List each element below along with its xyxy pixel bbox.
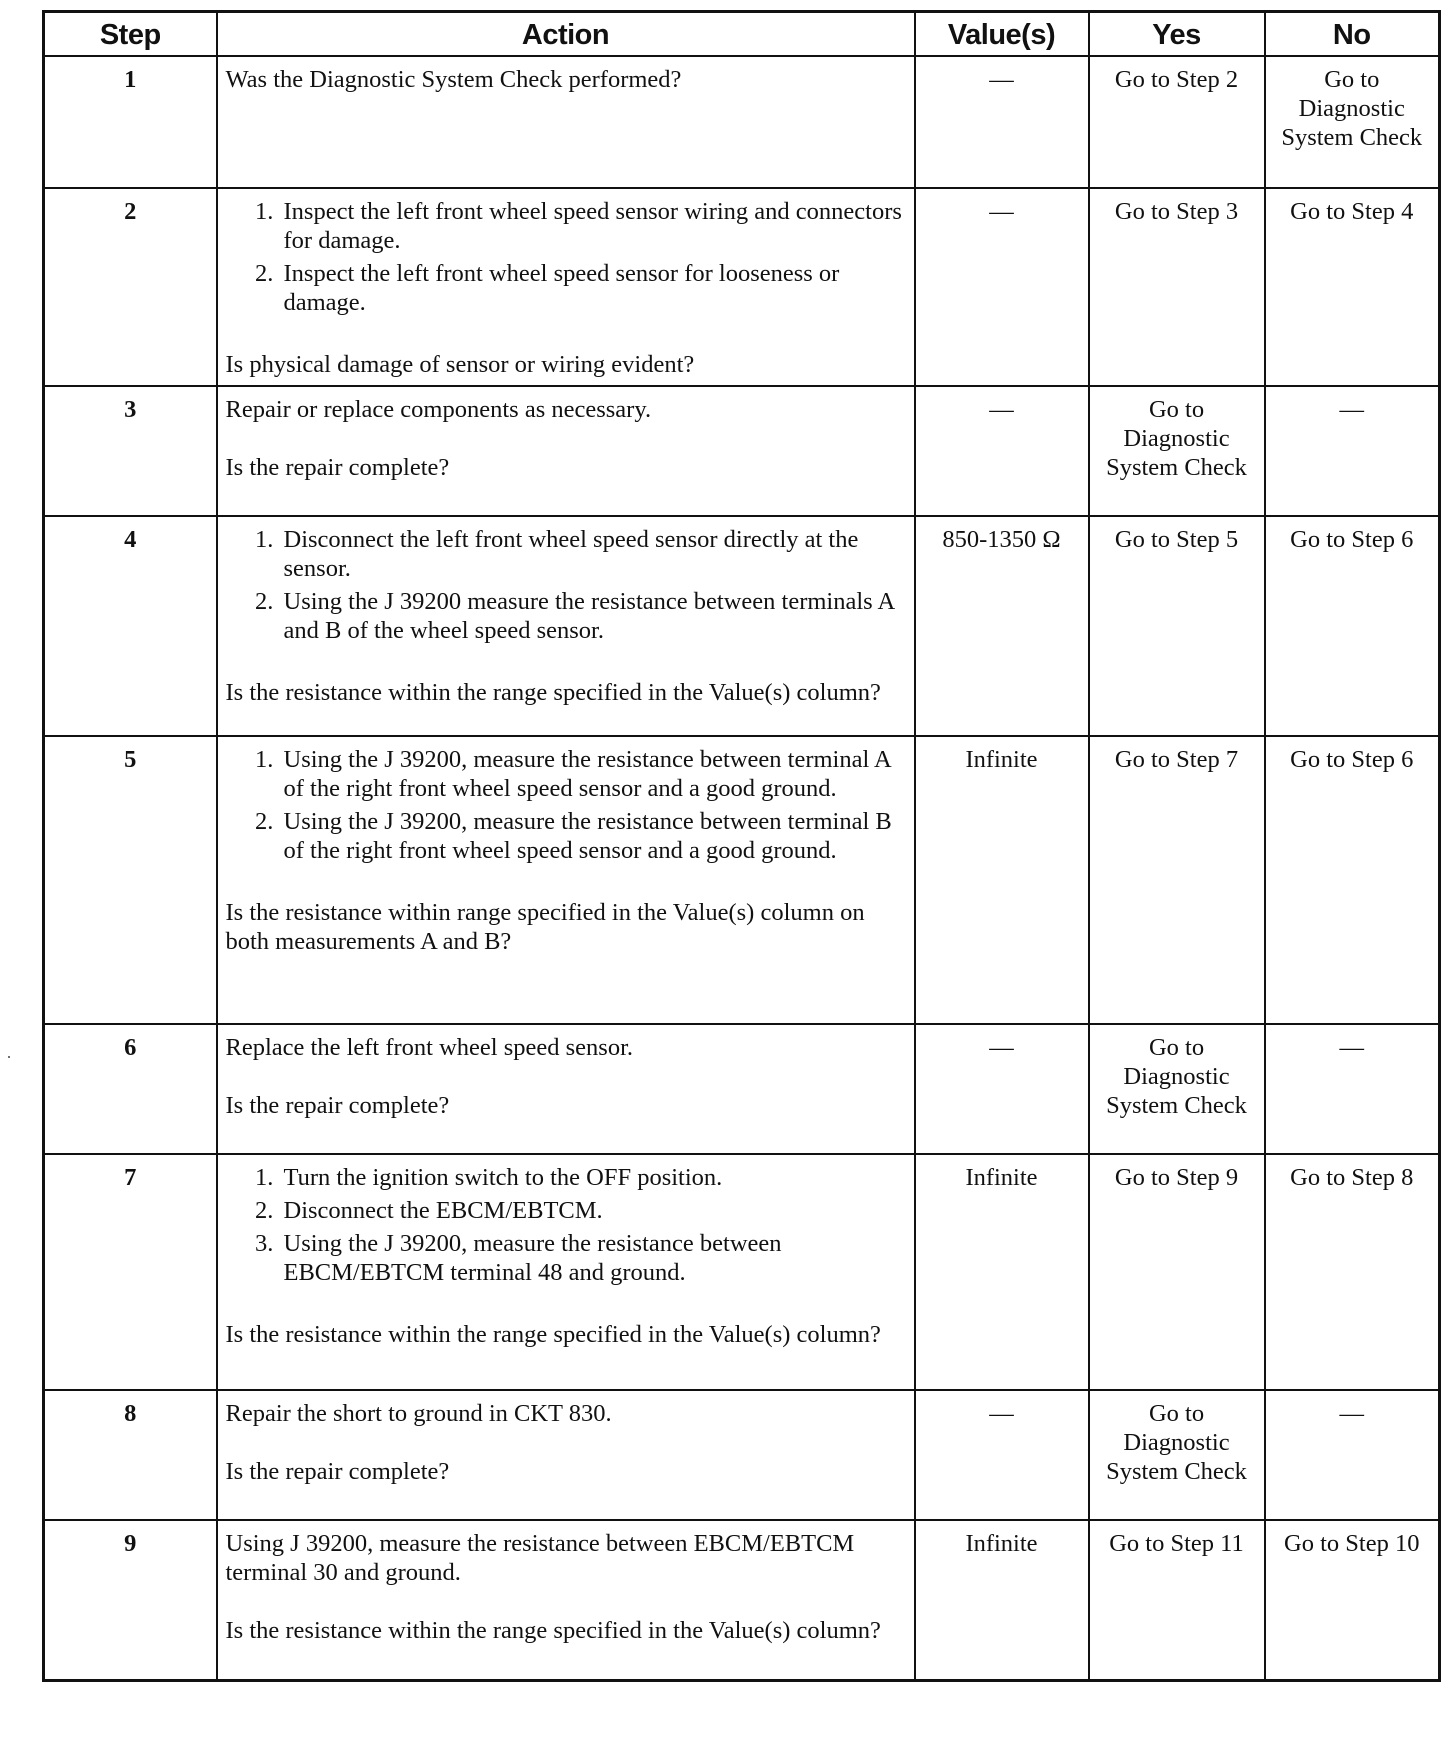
value-cell: — — [915, 386, 1089, 516]
yes-cell: Go to Step 7 — [1089, 736, 1265, 1024]
action-cell — [217, 1390, 915, 1520]
spacer — [226, 424, 906, 453]
step-number: 4 — [44, 516, 217, 736]
table-body — [44, 56, 1440, 1680]
table-row — [44, 736, 1440, 1024]
action-substep: 1. Turn the ignition switch to the OFF position. — [280, 1163, 906, 1192]
action-question: Is physical damage of sensor or wiring evident? — [225, 351, 695, 378]
no-cell: Go to Step 6 — [1265, 736, 1440, 1024]
action-substeps — [226, 525, 906, 645]
header-no: No — [1265, 12, 1440, 57]
action-cell — [217, 1024, 915, 1154]
value-cell: Infinite — [915, 1154, 1089, 1390]
step-number: 8 — [44, 1390, 217, 1520]
table-row — [44, 1154, 1440, 1390]
yes-cell: Go to Step 9 — [1089, 1154, 1265, 1390]
no-cell: — — [1265, 386, 1440, 516]
table-row — [44, 1024, 1440, 1154]
header-action: Action — [217, 12, 915, 57]
yes-cell: Go to Diagnostic System Check — [1089, 1390, 1265, 1520]
spacer — [226, 1062, 906, 1091]
action-intro: Repair the short to ground in CKT 830. — [225, 1400, 612, 1427]
action-substep: 1. Using the J 39200, measure the resistance between terminal A of the right front wheel speed sensor and a good ground. — [280, 745, 906, 803]
action-question: Is the repair complete? — [225, 454, 450, 481]
spacer — [226, 1428, 906, 1457]
no-cell: — — [1265, 1024, 1440, 1154]
action-question: Is the resistance within the range specified in the Value(s) column? — [225, 679, 881, 706]
value-cell: — — [915, 1024, 1089, 1154]
no-cell: Go to Diagnostic System Check — [1265, 56, 1440, 188]
table-row — [44, 386, 1440, 516]
yes-cell: Go to Diagnostic System Check — [1089, 386, 1265, 516]
no-cell: Go to Step 6 — [1265, 516, 1440, 736]
action-substeps — [226, 745, 906, 865]
value-cell: — — [915, 56, 1089, 188]
action-question: Is the resistance within range specified in the Value(s) column on both measurements A and B? — [225, 899, 865, 955]
step-number: 3 — [44, 386, 217, 516]
yes-cell: Go to Diagnostic System Check — [1089, 1024, 1265, 1154]
action-substeps — [226, 1163, 906, 1287]
action-cell — [217, 1520, 915, 1680]
action-substep: 1. Disconnect the left front wheel speed sensor directly at the sensor. — [280, 525, 906, 583]
step-number: 9 — [44, 1520, 217, 1680]
action-cell — [217, 736, 915, 1024]
header-value: Value(s) — [915, 12, 1089, 57]
value-cell: — — [915, 188, 1089, 386]
spacer — [226, 649, 906, 678]
yes-cell: Go to Step 3 — [1089, 188, 1265, 386]
no-cell: Go to Step 4 — [1265, 188, 1440, 386]
spacer — [226, 869, 906, 898]
diagnostic-table — [42, 10, 1441, 1682]
value-cell: — — [915, 1390, 1089, 1520]
action-intro: Repair or replace components as necessary. — [225, 396, 652, 423]
table-header-row — [44, 12, 1440, 57]
step-number: 5 — [44, 736, 217, 1024]
table-row — [44, 1520, 1440, 1680]
action-question: Is the repair complete? — [225, 1092, 450, 1119]
step-number: 2 — [44, 188, 217, 386]
header-step: Step — [44, 12, 217, 57]
table-row — [44, 1390, 1440, 1520]
action-substep: 2. Using the J 39200 measure the resistance between terminals A and B of the wheel speed sensor. — [280, 587, 906, 645]
no-cell: Go to Step 10 — [1265, 1520, 1440, 1680]
table-row — [44, 56, 1440, 188]
action-cell — [217, 1154, 915, 1390]
action-substep: 1. Inspect the left front wheel speed sensor wiring and connectors for damage. — [280, 197, 906, 255]
action-intro: Using J 39200, measure the resistance between EBCM/EBTCM terminal 30 and ground. — [225, 1530, 855, 1586]
action-question: Is the repair complete? — [225, 1458, 450, 1485]
diagnostic-table-page — [42, 10, 1438, 1682]
action-intro: Was the Diagnostic System Check performed? — [225, 66, 682, 93]
action-substeps — [226, 197, 906, 317]
spacer — [226, 1587, 906, 1616]
no-cell: Go to Step 8 — [1265, 1154, 1440, 1390]
value-cell: Infinite — [915, 1520, 1089, 1680]
scan-speck — [8, 1056, 10, 1058]
action-question: Is the resistance within the range specified in the Value(s) column? — [225, 1321, 881, 1348]
value-cell: 850-1350 Ω — [915, 516, 1089, 736]
yes-cell: Go to Step 2 — [1089, 56, 1265, 188]
table-row — [44, 516, 1440, 736]
spacer — [226, 321, 906, 350]
action-cell — [217, 386, 915, 516]
action-substep: 2. Using the J 39200, measure the resistance between terminal B of the right front wheel speed sensor and a good ground. — [280, 807, 906, 865]
action-cell — [217, 516, 915, 736]
step-number: 1 — [44, 56, 217, 188]
action-substep: 2. Inspect the left front wheel speed sensor for looseness or damage. — [280, 259, 906, 317]
header-yes: Yes — [1089, 12, 1265, 57]
action-substep: 3. Using the J 39200, measure the resistance between EBCM/EBTCM terminal 48 and ground. — [280, 1229, 906, 1287]
action-cell — [217, 56, 915, 188]
spacer — [226, 1291, 906, 1320]
step-number: 6 — [44, 1024, 217, 1154]
action-intro: Replace the left front wheel speed sensor. — [225, 1034, 634, 1061]
value-cell: Infinite — [915, 736, 1089, 1024]
table-row — [44, 188, 1440, 386]
action-question: Is the resistance within the range specified in the Value(s) column? — [225, 1617, 881, 1644]
yes-cell: Go to Step 11 — [1089, 1520, 1265, 1680]
no-cell: — — [1265, 1390, 1440, 1520]
yes-cell: Go to Step 5 — [1089, 516, 1265, 736]
action-cell — [217, 188, 915, 386]
action-substep: 2. Disconnect the EBCM/EBTCM. — [280, 1196, 906, 1225]
step-number: 7 — [44, 1154, 217, 1390]
